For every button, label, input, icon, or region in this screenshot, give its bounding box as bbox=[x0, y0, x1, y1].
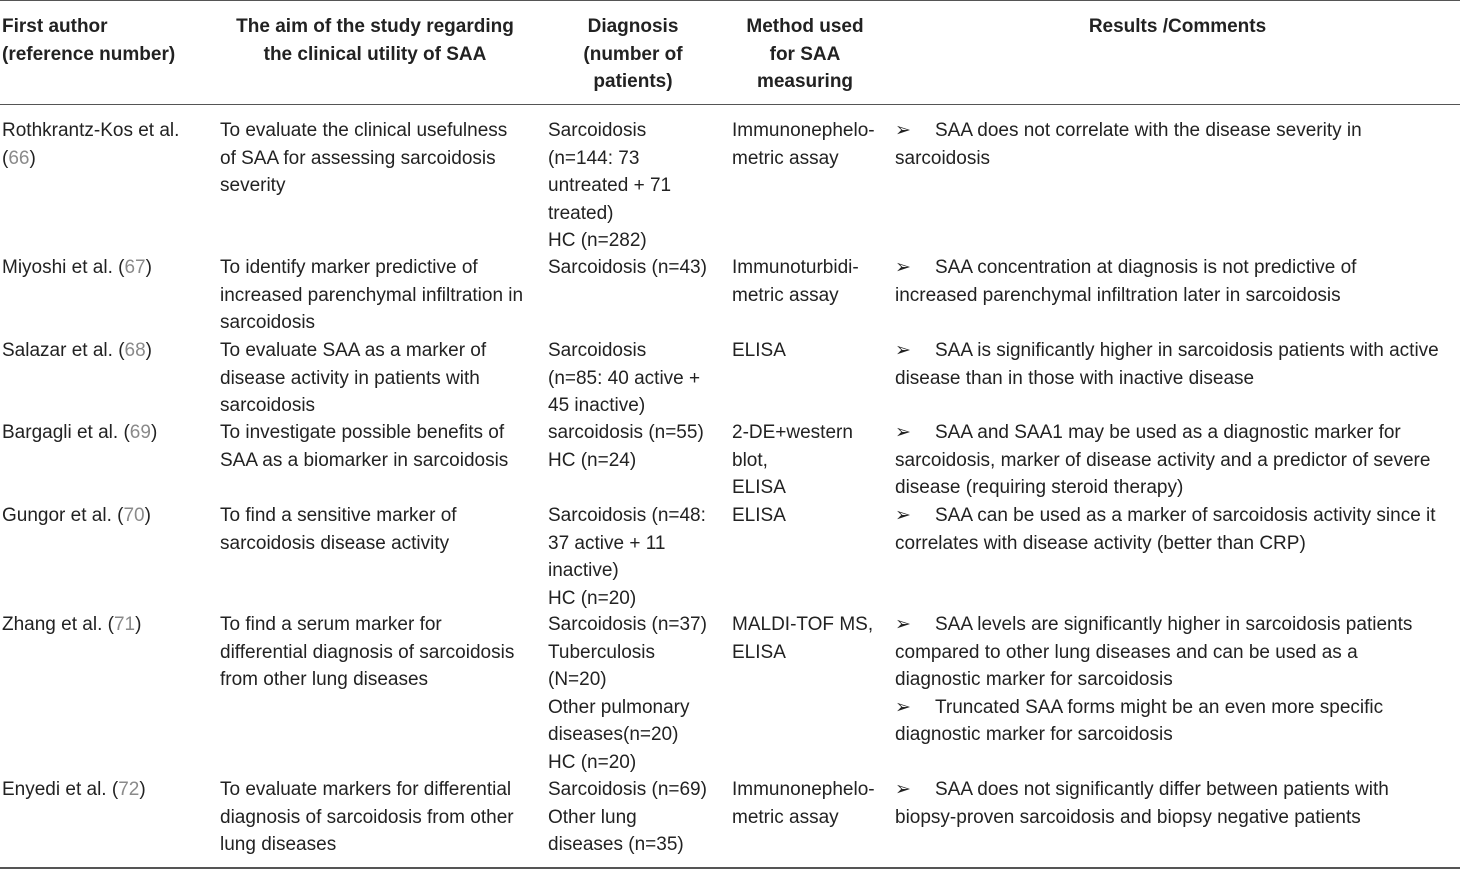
diagnosis-text: (n=85: 40 active + bbox=[548, 367, 701, 389]
aim-text: SAA as a biomarker in sarcoidosis bbox=[220, 449, 509, 471]
header-rule bbox=[0, 104, 1460, 105]
diagnosis-text: Sarcoidosis (n=43) bbox=[548, 257, 707, 278]
first-author-cell: Bargagli et al. (69) bbox=[2, 422, 158, 443]
result-line: sarcoidosis bbox=[895, 147, 991, 169]
result-line: correlates with disease activity (better than CRP) bbox=[895, 532, 1306, 554]
method-text: Immunonephelo- bbox=[732, 779, 875, 800]
top-rule bbox=[0, 0, 1460, 1]
bullet-arrow-icon: ➢ bbox=[895, 779, 911, 800]
method-text: MALDI-TOF MS, bbox=[732, 614, 874, 635]
aim-text: To identify marker predictive of bbox=[220, 257, 478, 278]
first-author-cell: Salazar et al. (68) bbox=[2, 340, 152, 361]
result-line: SAA is significantly higher in sarcoidosis patients with active bbox=[935, 340, 1439, 361]
aim-text: To find a serum marker for bbox=[220, 614, 442, 635]
aim-text: sarcoidosis bbox=[220, 312, 316, 333]
result-line: SAA concentration at diagnosis is not predictive of bbox=[935, 257, 1357, 278]
aim-text: diagnosis of sarcoidosis from other bbox=[220, 806, 514, 828]
aim-text: increased parenchymal infiltration in bbox=[220, 284, 524, 306]
author-name: Rothkrantz-Kos et al. bbox=[2, 120, 180, 141]
diagnosis-text: Sarcoidosis bbox=[548, 340, 647, 361]
method-text: blot, bbox=[732, 449, 768, 471]
result-line: biopsy-proven sarcoidosis and biopsy negative patients bbox=[895, 806, 1361, 828]
reference-number-link[interactable]: 67 bbox=[124, 257, 146, 278]
first-author-cell: Zhang et al. (71) bbox=[2, 614, 142, 635]
result-line: SAA can be used as a marker of sarcoidosis activity since it bbox=[935, 505, 1436, 526]
diagnosis-text: HC (n=282) bbox=[548, 230, 647, 251]
aim-text: of SAA for assessing sarcoidosis bbox=[220, 147, 496, 169]
method-text: Immunonephelo- bbox=[732, 120, 875, 141]
header-diagnosis: Diagnosis (number of patients) bbox=[583, 16, 683, 92]
result-line: compared to other lung diseases and can be used as a bbox=[895, 641, 1358, 663]
results-text bbox=[895, 145, 990, 173]
results-text bbox=[895, 666, 1173, 694]
author-name: Bargagli et al. bbox=[2, 422, 119, 443]
results-text bbox=[895, 447, 1430, 475]
diagnosis-text: 37 active + 11 bbox=[548, 532, 666, 554]
header-method: Method used for SAA measuring bbox=[746, 16, 864, 92]
result-line: diagnostic marker for sarcoidosis bbox=[895, 669, 1173, 690]
diagnosis-text: untreated + 71 bbox=[548, 175, 672, 196]
method-text: metric assay bbox=[732, 806, 839, 828]
first-author-cell bbox=[2, 117, 179, 145]
bullet-arrow-icon: ➢ bbox=[895, 696, 911, 718]
result-line: SAA does not correlate with the disease severity in bbox=[935, 120, 1362, 141]
aim-text: sarcoidosis bbox=[220, 395, 316, 416]
header-aim: The aim of the study regarding the clinical utility of SAA bbox=[236, 16, 514, 65]
result-line: SAA and SAA1 may be used as a diagnostic marker for bbox=[935, 422, 1401, 443]
reference-number-link[interactable]: 66 bbox=[8, 147, 30, 169]
method-text: ELISA bbox=[732, 505, 786, 526]
aim-text: lung diseases bbox=[220, 834, 337, 855]
diagnosis-text: diseases (n=35) bbox=[548, 834, 684, 855]
results-text bbox=[895, 282, 1341, 310]
diagnosis-text: treated) bbox=[548, 202, 614, 224]
method-text: ELISA bbox=[732, 641, 786, 663]
method-text: 2-DE+western bbox=[732, 422, 853, 443]
aim-text: severity bbox=[220, 175, 286, 196]
aim-text: disease activity in patients with bbox=[220, 367, 480, 389]
results-text bbox=[895, 721, 1173, 749]
first-author-cell: Enyedi et al. (72) bbox=[2, 779, 146, 800]
reference-number-link[interactable]: 69 bbox=[129, 422, 151, 443]
diagnosis-text: sarcoidosis (n=55) bbox=[548, 422, 704, 443]
diagnosis-text: Other pulmonary bbox=[548, 696, 690, 718]
result-line: diagnostic marker for sarcoidosis bbox=[895, 724, 1173, 745]
aim-text: differential diagnosis of sarcoidosis bbox=[220, 641, 515, 663]
bullet-arrow-icon: ➢ bbox=[895, 505, 911, 526]
bullet-arrow-icon: ➢ bbox=[895, 340, 911, 361]
author-name: Zhang et al. bbox=[2, 614, 103, 635]
results-text bbox=[895, 117, 1362, 145]
result-line: Truncated SAA forms might be an even more specific bbox=[935, 696, 1384, 718]
results-text bbox=[895, 474, 1183, 502]
author-name: Gungor et al. bbox=[2, 505, 112, 526]
result-line: disease (requiring steroid therapy) bbox=[895, 477, 1184, 498]
reference-number-link[interactable]: 68 bbox=[124, 340, 146, 361]
diagnosis-text: HC (n=24) bbox=[548, 449, 637, 471]
result-line: disease than in those with inactive disease bbox=[895, 367, 1255, 389]
results-text bbox=[895, 254, 1356, 282]
aim-text: from other lung diseases bbox=[220, 669, 429, 690]
diagnosis-text: (N=20) bbox=[548, 669, 607, 690]
header-first-author: First author (reference number) bbox=[2, 16, 176, 65]
bullet-arrow-icon: ➢ bbox=[895, 120, 911, 141]
diagnosis-text: Tuberculosis bbox=[548, 641, 656, 663]
bullet-arrow-icon: ➢ bbox=[895, 257, 911, 278]
results-text bbox=[895, 639, 1358, 667]
diagnosis-text: Sarcoidosis (n=69) bbox=[548, 779, 707, 800]
method-text: ELISA bbox=[732, 340, 786, 361]
diagnosis-text: diseases(n=20) bbox=[548, 724, 679, 745]
aim-text: To evaluate the clinical usefulness bbox=[220, 120, 508, 141]
aim-text: To evaluate SAA as a marker of bbox=[220, 340, 487, 361]
author-name: Miyoshi et al. bbox=[2, 257, 113, 278]
results-text bbox=[895, 804, 1361, 832]
results-text bbox=[895, 419, 1401, 447]
diagnosis-text: Sarcoidosis (n=37) bbox=[548, 614, 707, 635]
results-text bbox=[895, 611, 1412, 639]
results-text bbox=[895, 776, 1389, 804]
diagnosis-text: Sarcoidosis bbox=[548, 120, 647, 141]
bullet-arrow-icon: ➢ bbox=[895, 422, 911, 443]
author-name: Salazar et al. bbox=[2, 340, 113, 361]
method-text: metric assay bbox=[732, 284, 839, 306]
aim-text: To find a sensitive marker of bbox=[220, 505, 457, 526]
method-text: metric assay bbox=[732, 147, 839, 169]
author-name: Enyedi et al. bbox=[2, 779, 107, 800]
method-text: ELISA bbox=[732, 477, 786, 498]
header-results: Results /Comments bbox=[1088, 16, 1267, 37]
results-text bbox=[895, 365, 1254, 393]
reference-number-link[interactable]: 71 bbox=[113, 614, 136, 635]
result-line: increased parenchymal infiltration later in sarcoidosis bbox=[895, 284, 1341, 306]
aim-text: To investigate possible benefits of bbox=[220, 422, 505, 443]
result-line: SAA levels are significantly higher in sarcoidosis patients bbox=[935, 614, 1413, 635]
reference-number-link[interactable]: 72 bbox=[118, 779, 140, 800]
results-text bbox=[895, 530, 1306, 558]
diagnosis-text: HC (n=20) bbox=[548, 751, 637, 773]
result-line: sarcoidosis, marker of disease activity and a predictor of severe bbox=[895, 449, 1431, 471]
diagnosis-text: Sarcoidosis (n=48: bbox=[548, 505, 706, 526]
first-author-cell: Gungor et al. (70) bbox=[2, 505, 151, 526]
results-text bbox=[895, 337, 1439, 365]
diagnosis-text: HC (n=20) bbox=[548, 587, 637, 609]
method-text: Immunoturbidi- bbox=[732, 257, 859, 278]
reference-number-link[interactable]: 70 bbox=[123, 505, 145, 526]
bullet-arrow-icon: ➢ bbox=[895, 614, 911, 635]
aim-text: sarcoidosis disease activity bbox=[220, 532, 450, 554]
results-text bbox=[895, 502, 1436, 530]
reference-line: (66) bbox=[2, 147, 36, 169]
result-line: SAA does not significantly differ between patients with bbox=[935, 779, 1389, 800]
first-author-cell: Miyoshi et al. (67) bbox=[2, 257, 152, 278]
diagnosis-text: inactive) bbox=[548, 560, 619, 581]
diagnosis-text: (n=144: 73 bbox=[548, 147, 640, 169]
diagnosis-text: 45 inactive) bbox=[548, 395, 646, 416]
results-text bbox=[895, 694, 1383, 722]
aim-text: To evaluate markers for differential bbox=[220, 779, 512, 800]
diagnosis-text: Other lung bbox=[548, 806, 637, 828]
